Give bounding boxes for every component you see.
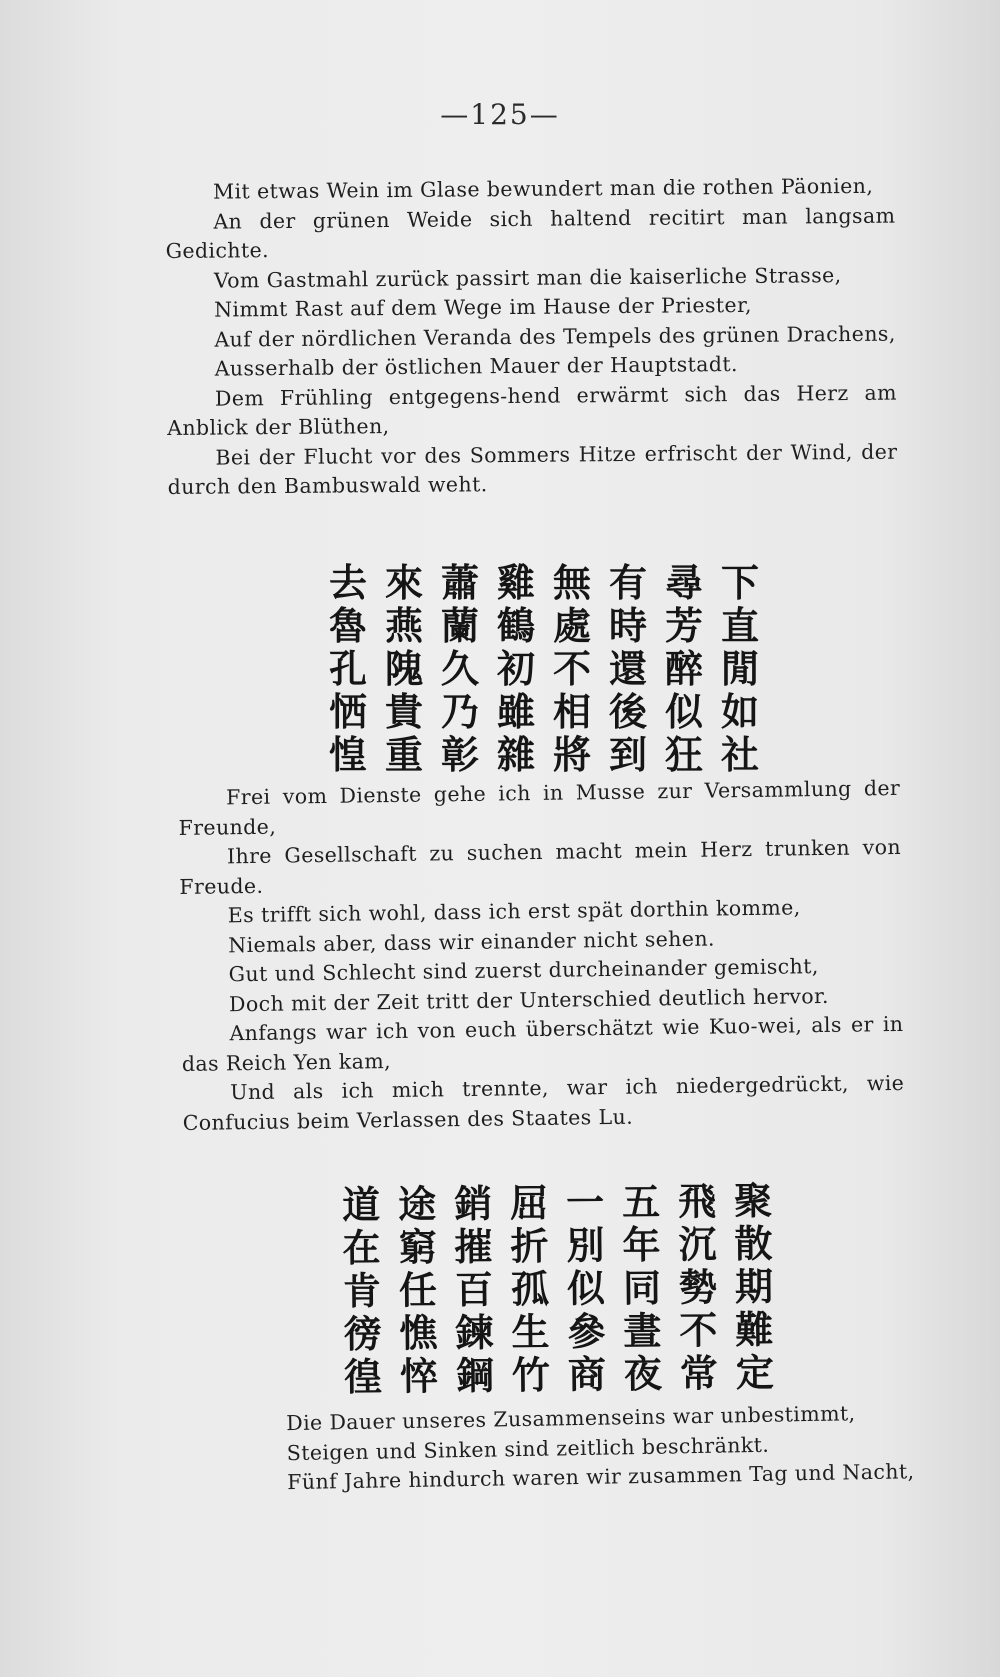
poem-character: 別 <box>566 1223 605 1268</box>
poem-column <box>488 562 544 777</box>
poem-character: 不 <box>679 1308 718 1353</box>
poem-character: 參 <box>567 1309 606 1354</box>
poem-character: 雖 <box>496 690 535 734</box>
poem-character: 難 <box>735 1307 774 1353</box>
poem-character: 徨 <box>343 1354 383 1400</box>
poem-character: 聚 <box>733 1178 773 1224</box>
poem-character: 悴 <box>399 1354 439 1399</box>
poem-column <box>320 562 376 777</box>
poem-character: 肯 <box>342 1268 382 1314</box>
poem-column <box>725 1180 783 1396</box>
poem-character: 尋 <box>664 561 703 605</box>
german-translation-2 <box>178 774 905 1138</box>
verse-line: Die Dauer unseres Zusammenseins war unbestimmt, <box>286 1401 856 1436</box>
poem-character: 無 <box>552 561 591 605</box>
poem-character: 似 <box>664 690 703 734</box>
verse-line: Vom Gastmahl zurück passirt man die kaiserliche Strasse, <box>213 262 842 293</box>
poem-character: 有 <box>608 561 647 605</box>
poem-column <box>445 1183 503 1399</box>
poem-character: 憔 <box>399 1311 438 1356</box>
verse-line: Niemals aber, dass wir einander nicht sehen. <box>228 926 716 957</box>
poem-character: 定 <box>735 1350 775 1396</box>
poem-column <box>613 1181 671 1397</box>
poem-character: 芳 <box>664 604 703 648</box>
poem-character: 魯 <box>328 604 367 648</box>
verse-line: An der grünen Weide sich haltend recitirt man langsam Gedichte. <box>165 203 896 263</box>
poem-character: 屈 <box>509 1181 549 1226</box>
verse-line: Und als ich mich trennte, war ich niedergedrückt, wie Confucius beim Verlassen des Staates Lu. <box>182 1070 905 1135</box>
german-translation-1 <box>165 172 898 503</box>
poem-character: 勢 <box>678 1265 718 1310</box>
poem-character: 直 <box>720 604 759 648</box>
poem-character: 商 <box>567 1352 607 1397</box>
poem-character: 道 <box>341 1182 381 1228</box>
poem-column <box>557 1181 615 1397</box>
poem-character: 在 <box>342 1225 381 1271</box>
verse-line: Ausserhalb der östlichen Mauer der Hauptstadt. <box>214 352 739 381</box>
poem-character: 摧 <box>454 1224 493 1270</box>
poem-column <box>600 562 656 777</box>
poem-character: 百 <box>454 1267 494 1313</box>
poem-character: 初 <box>496 647 535 691</box>
poem-character: 徬 <box>343 1311 382 1357</box>
poem-character: 窮 <box>398 1225 437 1270</box>
poem-character: 散 <box>734 1221 773 1267</box>
poem-character: 雞 <box>496 561 535 605</box>
verse-line: Bei der Flucht vor des Sommers Hitze erfrischt der Wind, der durch den Bambuswald weht. <box>167 439 898 499</box>
poem-character: 途 <box>397 1182 437 1227</box>
poem-character: 恓 <box>328 690 367 734</box>
verse-line: Anfangs war ich von euch überschätzt wie Kuo-wei, als er in das Reich Yen kam, <box>181 1011 904 1076</box>
poem-character: 來 <box>384 561 423 605</box>
poem-character: 燕 <box>384 604 423 648</box>
verse-line: Frei vom Dienste gehe ich in Musse zur Versammlung der Freunde, <box>178 775 901 840</box>
poem-character: 鶴 <box>496 604 535 648</box>
poem-character: 後 <box>608 690 647 734</box>
poem-character: 折 <box>510 1224 549 1269</box>
poem-character: 飛 <box>677 1179 717 1224</box>
poem-column <box>432 562 488 777</box>
poem-character: 隗 <box>384 647 423 691</box>
poem-character: 將 <box>552 733 591 777</box>
poem-character: 鋼 <box>455 1353 495 1399</box>
poem-character: 一 <box>565 1180 605 1225</box>
poem-character: 狂 <box>664 733 703 777</box>
poem-character: 銷 <box>453 1181 493 1227</box>
poem-character: 乃 <box>440 690 479 734</box>
poem-character: 任 <box>398 1268 438 1313</box>
poem-character: 還 <box>608 647 647 691</box>
poem-character: 常 <box>679 1351 719 1396</box>
poem-column <box>544 562 600 777</box>
poem-character: 鍊 <box>455 1310 494 1356</box>
verse-line: Ihre Gesellschaft zu suchen macht mein Herz trunken von Freude. <box>179 834 902 899</box>
poem-character: 處 <box>552 604 591 648</box>
poem-character: 孔 <box>328 647 367 691</box>
poem-column <box>376 562 432 777</box>
verse-line: Nimmt Rast auf dem Wege im Hause der Priester, <box>214 292 752 322</box>
chinese-poem-2 <box>333 1180 783 1400</box>
poem-column <box>389 1183 447 1399</box>
poem-character: 孤 <box>510 1267 550 1312</box>
poem-character: 去 <box>328 561 367 605</box>
poem-character: 晝 <box>623 1308 662 1354</box>
verse-line: Dem Frühling entgegens-hend erwärmt sich das Herz am Anblick der Blüthen, <box>167 380 898 440</box>
poem-character: 期 <box>734 1264 774 1310</box>
page-number: —125— <box>440 98 560 131</box>
poem-column <box>333 1184 391 1400</box>
verse-line: Gut und Schlecht sind zuerst durcheinander gemischt, <box>228 954 819 987</box>
poem-character: 久 <box>440 647 479 691</box>
poem-character: 下 <box>720 561 759 605</box>
poem-character: 醉 <box>664 647 703 691</box>
poem-character: 時 <box>608 604 647 648</box>
poem-character: 如 <box>720 690 759 734</box>
verse-line: Doch mit der Zeit tritt der Unterschied deutlich hervor. <box>228 983 830 1016</box>
poem-character: 閒 <box>720 647 759 691</box>
poem-column <box>712 562 768 777</box>
poem-character: 重 <box>384 733 423 777</box>
poem-character: 蘭 <box>440 604 479 648</box>
poem-column <box>669 1180 727 1396</box>
poem-character: 年 <box>622 1222 661 1268</box>
chinese-poem-1 <box>320 562 768 777</box>
poem-character: 不 <box>552 647 591 691</box>
german-translation-3 <box>238 1398 919 1498</box>
poem-character: 貴 <box>384 690 423 734</box>
poem-character: 竹 <box>511 1353 551 1398</box>
verse-line: Fünf Jahre hindurch waren wir zusammen Tag und Nacht, <box>287 1459 915 1495</box>
poem-column <box>656 562 712 777</box>
poem-character: 相 <box>552 690 591 734</box>
poem-column <box>501 1182 559 1398</box>
poem-character: 社 <box>720 733 759 777</box>
verse-line: Steigen und Sinken sind zeitlich beschränkt. <box>286 1432 770 1465</box>
verse-line: Es trifft sich wohl, dass ich erst spät dorthin komme, <box>227 895 801 928</box>
poem-character: 同 <box>622 1265 662 1311</box>
poem-character: 惶 <box>328 733 367 777</box>
poem-character: 彰 <box>440 733 479 777</box>
poem-character: 到 <box>608 733 647 777</box>
verse-line: Mit etwas Wein im Glase bewundert man die rothen Päonien, <box>213 173 874 204</box>
poem-character: 沉 <box>678 1222 717 1267</box>
poem-character: 五 <box>621 1179 661 1225</box>
poem-character: 似 <box>566 1266 606 1311</box>
poem-character: 生 <box>511 1310 550 1355</box>
poem-character: 雜 <box>496 733 535 777</box>
verse-line: Auf der nördlichen Veranda des Tempels des grünen Drachens, <box>214 321 896 352</box>
poem-character: 夜 <box>623 1351 663 1397</box>
poem-character: 蕭 <box>440 561 479 605</box>
